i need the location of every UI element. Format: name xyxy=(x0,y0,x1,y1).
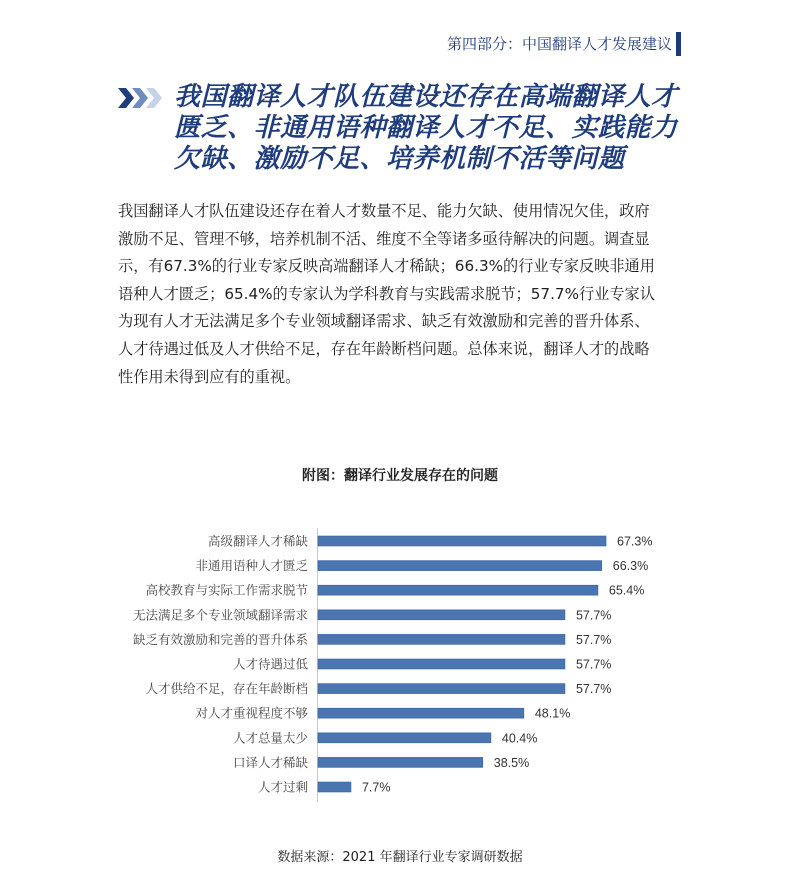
value-label: 40.4% xyxy=(501,731,538,746)
bar xyxy=(318,610,565,620)
value-label: 48.1% xyxy=(534,706,571,721)
category-label: 人才过剩 xyxy=(257,779,308,795)
value-label: 65.4% xyxy=(608,583,645,598)
title-line: 我国翻译人才队伍建设还存在高端翻译人才 xyxy=(174,82,678,112)
title-line: 匮乏、非通用语种翻译人才不足、实践能力 xyxy=(174,113,678,143)
bar xyxy=(318,684,565,694)
paragraph-line: 示，有67.3%的行业专家反映高端翻译人才稀缺；66.3%的行业专家反映非通用 xyxy=(118,257,655,276)
data-source: 数据来源：2021 年翻译行业专家调研数据 xyxy=(277,850,523,865)
category-label: 高级翻译人才稀缺 xyxy=(207,533,308,549)
value-label: 57.7% xyxy=(575,682,612,697)
bar-chart xyxy=(0,520,800,810)
bar xyxy=(318,733,491,743)
bar xyxy=(318,782,351,792)
bar xyxy=(318,561,602,571)
section-header-bar xyxy=(676,32,681,56)
category-label: 高校教育与实际工作需求脱节 xyxy=(145,582,308,598)
value-label: 57.7% xyxy=(575,608,612,623)
category-label: 口译人才稀缺 xyxy=(232,754,308,770)
value-label: 66.3% xyxy=(612,559,649,574)
bar xyxy=(318,585,598,595)
bar xyxy=(318,757,483,767)
category-label: 人才总量太少 xyxy=(232,730,308,746)
category-label: 人才待遇过低 xyxy=(232,656,308,672)
value-label: 57.7% xyxy=(575,632,612,647)
value-label: 7.7% xyxy=(361,780,391,795)
section-title xyxy=(174,82,694,175)
paragraph-line: 为现有人才无法满足多个专业领域翻译需求、缺乏有效激励和完善的晋升体系、 xyxy=(118,312,650,331)
section-header: 第四部分：中国翻译人才发展建议 xyxy=(446,35,672,53)
paragraph-line: 语种人才匮乏；65.4%的专家认为学科教育与实践需求脱节；57.7%行业专家认 xyxy=(118,284,655,303)
value-label: 67.3% xyxy=(617,534,653,549)
bar xyxy=(318,708,524,718)
body-paragraph xyxy=(118,198,698,391)
category-label: 非通用语种人才匮乏 xyxy=(195,558,308,574)
category-label: 无法满足多个专业领域翻译需求 xyxy=(132,607,308,623)
paragraph-line: 性作用未得到应有的重视。 xyxy=(118,367,301,386)
chevrons-icon xyxy=(118,86,168,110)
title-line: 欠缺、激励不足、培养机制不活等问题 xyxy=(174,144,625,174)
category-label: 对人才重视程度不够 xyxy=(195,705,308,721)
paragraph-line: 我国翻译人才队伍建设还存在着人才数量不足、能力欠缺、使用情况欠佳，政府 xyxy=(118,202,650,220)
paragraph-line: 激励不足、管理不够，培养机制不活、维度不全等诸多亟待解决的问题。调查显 xyxy=(118,229,650,248)
category-label: 人才供给不足，存在年龄断档 xyxy=(145,681,308,697)
paragraph-line: 人才待遇过低及人才供给不足，存在年龄断档问题。总体来说，翻译人才的战略 xyxy=(118,339,650,358)
bar xyxy=(318,659,565,669)
chart-title: 附图：翻译行业发展存在的问题 xyxy=(302,468,498,484)
value-label: 38.5% xyxy=(493,755,530,770)
value-label: 57.7% xyxy=(575,657,612,672)
bar xyxy=(318,634,565,644)
bar xyxy=(318,536,606,546)
category-label: 缺乏有效激励和完善的晋升体系 xyxy=(132,631,308,647)
